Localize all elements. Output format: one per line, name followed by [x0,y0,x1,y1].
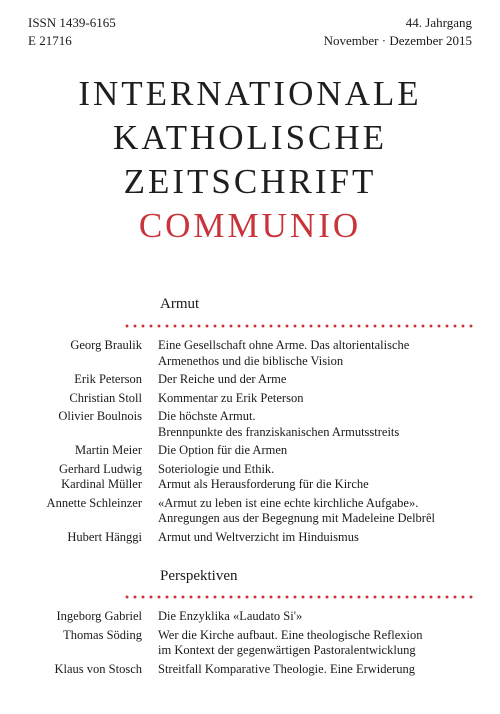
toc-title: Wer die Kirche aufbaut. Eine theologische Reflexion im Kontext der gegenwärtigen Pastoralentwicklung [158,627,423,657]
toc-title: Kommentar zu Erik Peterson [158,390,304,405]
section-heading-perspektiven: Perspektiven [160,568,238,584]
toc-author: Erik Peterson [74,372,142,386]
toc-author: Christian Stoll [69,390,142,405]
toc-entry [0,609,500,625]
toc-author: Klaus von Stosch [54,661,142,676]
publication-code: E 21716 [28,33,72,48]
toc-entry [0,391,500,407]
toc-entry [0,338,500,369]
toc-title: Die Enzyklika «Laudato Si'» [158,609,303,623]
journal-title [0,72,500,248]
toc-title: Der Reiche und der Arme [158,372,287,386]
issn: ISSN 1439-6165 [28,15,116,30]
section-divider [123,324,473,328]
toc-author: Gerhard Ludwig Kardinal Müller [59,461,142,491]
toc-author: Olivier Boulnois [58,409,142,423]
toc-author: Hubert Hänggi [67,529,142,544]
toc-author: Thomas Söding [63,627,142,642]
toc-author: Annette Schleinzer [46,495,142,510]
toc-title: Armut und Weltverzicht im Hinduismus [158,529,359,544]
toc-title: «Armut zu leben ist eine echte kirchliche Aufgabe». Anregungen aus der Begegnung mit Madeleine Delbrêl [158,495,435,525]
toc-entry [0,462,500,493]
toc-entry [0,443,500,459]
toc-perspektiven [0,609,500,677]
section-heading-armut: Armut [160,296,200,312]
toc-author: Ingeborg Gabriel [56,609,142,623]
toc-title: Eine Gesellschaft ohne Arme. Das altorientalische Armenethos und die biblische Vision [158,338,410,368]
toc-title: Streitfall Komparative Theologie. Eine Erwiderung [158,661,415,676]
title-line-3: ZEITSCHRIFT [123,162,377,201]
toc-entry [0,372,500,388]
toc-title: Die höchste Armut. Brennpunkte des franziskanischen Armutsstreits [158,409,400,439]
toc-title: Soteriologie und Ethik. Armut als Herausforderung für die Kirche [158,461,369,491]
issue-date: November · Dezember 2015 [323,33,472,48]
toc-armut [0,338,500,545]
volume: 44. Jahrgang [405,15,472,30]
title-line-1: INTERNATIONALE [78,74,422,113]
title-line-communio: COMMUNIO [138,206,362,245]
toc-entry [0,409,500,440]
toc-author: Georg Braulik [70,338,142,352]
title-line-2: KATHOLISCHE [112,118,388,157]
toc-entry [0,662,500,678]
toc-entry [0,530,500,546]
toc-entry [0,628,500,659]
header-right [324,14,472,50]
toc-title: Die Option für die Armen [158,443,288,457]
section-divider [123,595,473,599]
toc-entry [0,496,500,527]
header-left [28,14,116,50]
toc-author: Martin Meier [75,443,142,457]
